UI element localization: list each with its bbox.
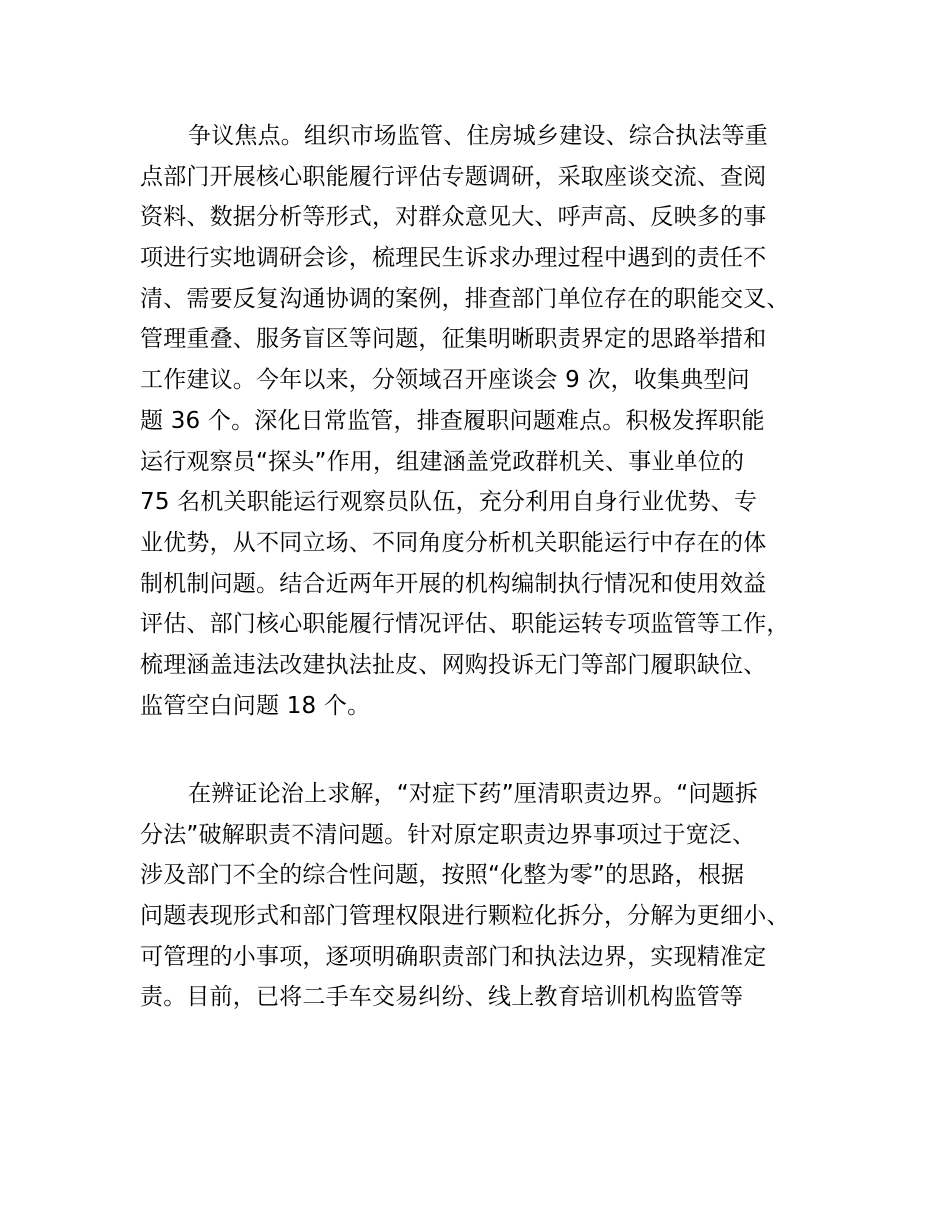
paragraph-line: 争议焦点。组织市场监管、住房城乡建设、综合执法等重 <box>188 123 768 149</box>
paragraph-line: 管理重叠、服务盲区等问题，征集明晰职责界定的思路举措和 <box>140 326 767 353</box>
paragraph-line: 资料、数据分析等形式，对群众意见大、呼声高、反映多的事 <box>140 204 767 231</box>
paragraph-line: 业优势，从不同立场、不同角度分析机关职能运行中存在的体 <box>140 529 767 556</box>
paragraph-line: 评估、部门核心职能履行情况评估、职能运转专项监管等工作， <box>140 611 790 638</box>
paragraph-line: 制机制问题。结合近两年开展的机构编制执行情况和使用效益 <box>140 570 767 597</box>
paragraph-line: 监管空白问题 18 个。 <box>140 692 371 719</box>
paragraph-line: 题 36 个。深化日常监管，排查履职问题难点。积极发挥职能 <box>140 407 765 434</box>
paragraph-line: 75 名机关职能运行观察员队伍，充分利用自身行业优势、专 <box>140 489 758 516</box>
paragraph-line: 运行观察员“探头”作用，组建涵盖党政群机关、事业单位的 <box>140 448 745 475</box>
paragraph-line: 在辨证论治上求解，“对症下药”厘清职责边界。“问题拆 <box>188 781 758 807</box>
paragraph-line: 分法”破解职责不清问题。针对原定职责边界事项过于宽泛、 <box>140 821 756 848</box>
paragraph-line: 可管理的小事项，逐项明确职责部门和执法边界，实现精准定 <box>140 943 767 970</box>
paragraph-line: 问题表现形式和部门管理权限进行颗粒化拆分，分解为更细小、 <box>140 903 790 930</box>
paragraph-line: 涉及部门不全的综合性问题，按照“化整为零”的思路，根据 <box>140 862 745 889</box>
paragraph-line: 清、需要反复沟通协调的案例，排查部门单位存在的职能交叉、 <box>140 285 790 312</box>
paragraph-line: 责。目前，已将二手车交易纠纷、线上教育培训机构监管等 <box>140 984 744 1011</box>
paragraph-line: 梳理涵盖违法改建执法扯皮、网购投诉无门等部门履职缺位、 <box>140 651 767 678</box>
paragraph-line: 工作建议。今年以来，分领域召开座谈会 9 次，收集典型问 <box>140 367 750 394</box>
paragraph-2 <box>140 774 840 1018</box>
paragraph-line: 项进行实地调研会诊，梳理民生诉求办理过程中遇到的责任不 <box>140 245 767 272</box>
paragraph-1 <box>140 116 840 726</box>
paragraph-line: 点部门开展核心职能履行评估专题调研，采取座谈交流、查阅 <box>140 163 767 190</box>
